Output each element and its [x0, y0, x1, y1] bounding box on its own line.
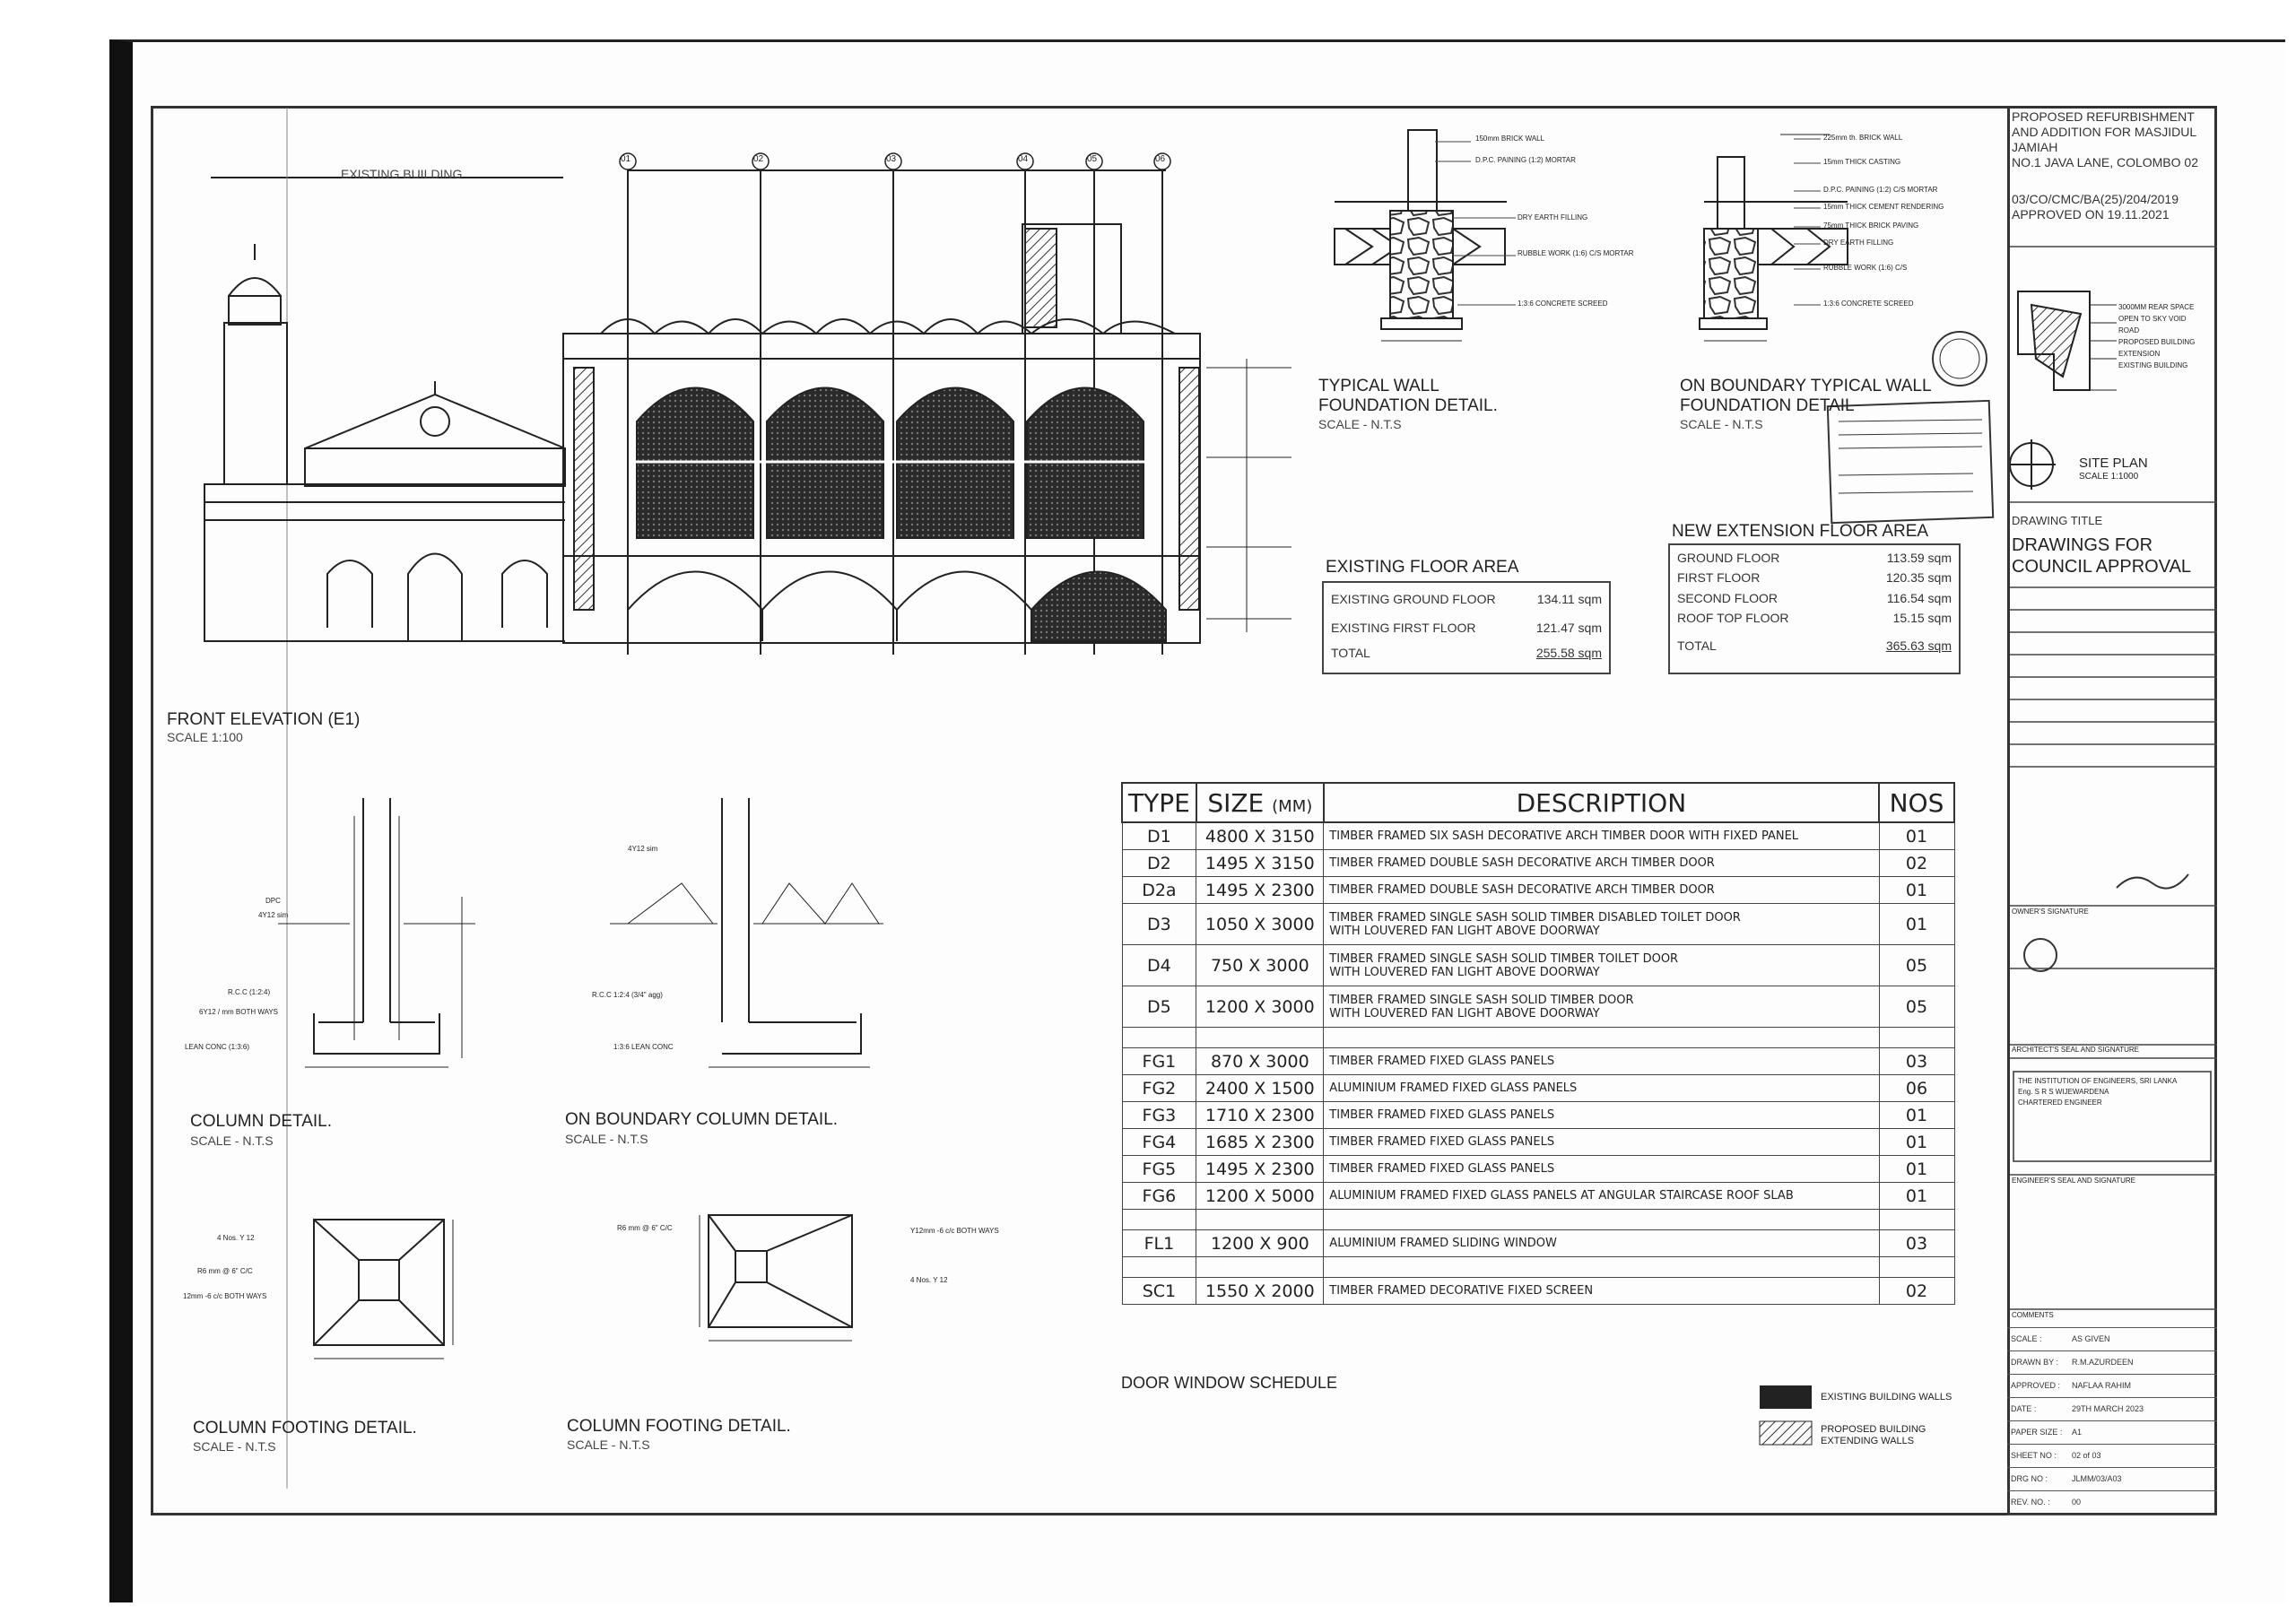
boundary-note: 225mm th. BRICK WALL	[1823, 134, 1903, 142]
area-row: ROOF TOP FLOOR 15.15 sqm	[1677, 611, 1952, 625]
front-elevation-scale: SCALE 1:100	[167, 730, 243, 744]
footing-note: 12mm -6 c/c BOTH WAYS	[183, 1292, 267, 1300]
title-row-sheet-no: SHEET NO : 02 of 03	[2007, 1444, 2217, 1468]
schedule-row: D4 750 X 3000 TIMBER FRAMED SINGLE SASH SOLID TIMBER TOILET DOOR WITH LOUVERED FAN LIGHT ABOVE DOORWAY 05	[1122, 945, 1954, 986]
site-plan-title: SITE PLAN	[2079, 456, 2148, 471]
schedule-header-nos: NOS	[1879, 783, 1954, 822]
wall-foundation-scale: SCALE - N.T.S	[1318, 417, 1402, 431]
title-row-rev-no: REV. NO. : 00	[2007, 1490, 2217, 1515]
footing-detail-2-scale: SCALE - N.T.S	[567, 1437, 650, 1452]
schedule-caption: DOOR WINDOW SCHEDULE	[1121, 1374, 1338, 1392]
footing-note: Y12mm -6 c/c BOTH WAYS	[910, 1227, 999, 1235]
schedule-row: FG2 2400 X 1500 ALUMINIUM FRAMED FIXED GLASS PANELS 06	[1122, 1075, 1954, 1102]
schedule-spacer-row	[1122, 1257, 1954, 1278]
grid-label: 04	[1018, 154, 1029, 164]
drawing-title-label: DRAWING TITLE	[2012, 514, 2103, 527]
boundary-column-scale: SCALE - N.T.S	[565, 1132, 648, 1146]
schedule-row: D2a 1495 X 2300 TIMBER FRAMED DOUBLE SASH DECORATIVE ARCH TIMBER DOOR 01	[1122, 877, 1954, 904]
proposed-walls-swatch	[1760, 1421, 1812, 1445]
schedule-row: D1 4800 X 3150 TIMBER FRAMED SIX SASH DECORATIVE ARCH TIMBER DOOR WITH FIXED PANEL 01	[1122, 822, 1954, 850]
area-row: EXISTING FIRST FLOOR 121.47 sqm	[1331, 621, 1602, 635]
new-extension-title: NEW EXTENSION FLOOR AREA	[1672, 522, 1929, 541]
schedule-row: FG1 870 X 3000 TIMBER FRAMED FIXED GLASS PANELS 03	[1122, 1048, 1954, 1075]
schedule-header-type: TYPE	[1122, 783, 1196, 822]
title-row-approved: APPROVED : NAFLAA RAHIM	[2007, 1374, 2217, 1398]
title-row-drg-no: DRG NO : JLMM/03/A03	[2007, 1467, 2217, 1491]
grid-label: 05	[1087, 154, 1098, 164]
column-note: R.C.C (1:2:4)	[228, 988, 271, 996]
boundary-column-note: 1:3:6 LEAN CONC	[613, 1043, 674, 1051]
schedule-row: FG6 1200 X 5000 ALUMINIUM FRAMED FIXED GLASS PANELS AT ANGULAR STAIRCASE ROOF SLAB 01	[1122, 1183, 1954, 1210]
boundary-note: D.P.C. PAINING (1:2) C/S MORTAR	[1823, 186, 1938, 194]
engineer-stamp-text: THE INSTITUTION OF ENGINEERS, SRI LANKA Eng. S R S WIJEWARDENA CHARTERED ENGINEER	[2018, 1077, 2178, 1107]
area-row: TOTAL 365.63 sqm	[1677, 638, 1952, 653]
boundary-note: RUBBLE WORK (1:6) C/S	[1823, 264, 1908, 272]
wall-note: DRY EARTH FILLING	[1518, 213, 1588, 221]
column-detail-drawing	[278, 798, 475, 1067]
schedule-row: D3 1050 X 3000 TIMBER FRAMED SINGLE SASH SOLID TIMBER DISABLED TOILET DOOR WITH LOUVERED FAN LIGHT ABOVE DOORWAY 01	[1122, 904, 1954, 945]
schedule-header-description: DESCRIPTION	[1324, 783, 1879, 822]
boundary-note: 15mm THICK CASTING	[1823, 158, 1901, 166]
project-title: PROPOSED REFURBISHMENT AND ADDITION FOR MASJIDUL JAMIAH NO.1 JAVA LANE, COLOMBO 02	[2012, 109, 2198, 169]
site-plan-scale: SCALE 1:1000	[2079, 472, 2139, 482]
schedule-row: D2 1495 X 3150 TIMBER FRAMED DOUBLE SASH DECORATIVE ARCH TIMBER DOOR 02	[1122, 850, 1954, 877]
boundary-note: 15mm THICK CEMENT RENDERING	[1823, 203, 1944, 211]
boundary-column-note: 4Y12 sim	[628, 845, 658, 853]
boundary-column-title: ON BOUNDARY COLUMN DETAIL.	[565, 1110, 839, 1129]
area-row: GROUND FLOOR 113.59 sqm	[1677, 551, 1952, 565]
existing-building-label: EXISTING BUILDING	[341, 167, 463, 181]
wall-note: 150mm BRICK WALL	[1475, 135, 1545, 143]
boundary-note: DRY EARTH FILLING	[1823, 239, 1894, 247]
schedule-header-row	[1122, 783, 1954, 822]
title-row-paper-size: PAPER SIZE : A1	[2007, 1420, 2217, 1445]
wall-note: RUBBLE WORK (1:6) C/S MORTAR	[1518, 249, 1634, 257]
schedule-row: FG5 1495 X 2300 TIMBER FRAMED FIXED GLASS PANELS 01	[1122, 1156, 1954, 1183]
footing-note: 4 Nos. Y 12	[217, 1234, 255, 1242]
column-note: 6Y12 / mm BOTH WAYS	[199, 1008, 279, 1016]
boundary-note: 75mm THICK BRICK PAVING	[1823, 221, 1919, 230]
schedule-row: FL1 1200 X 900 ALUMINIUM FRAMED SLIDING WINDOW 03	[1122, 1230, 1954, 1257]
boundary-foundation-scale: SCALE - N.T.S	[1680, 417, 1763, 431]
schedule-row: SC1 1550 X 2000 TIMBER FRAMED DECORATIVE FIXED SCREEN 02	[1122, 1278, 1954, 1305]
boundary-column-note: R.C.C 1:2:4 (3/4" agg)	[592, 991, 663, 999]
schedule-row: FG4 1685 X 2300 TIMBER FRAMED FIXED GLASS PANELS 01	[1122, 1129, 1954, 1156]
footing-detail-1-title: COLUMN FOOTING DETAIL.	[193, 1419, 417, 1437]
existing-walls-swatch	[1760, 1385, 1812, 1409]
column-note: DPC	[265, 897, 281, 905]
title-row-scale: SCALE : AS GIVEN	[2007, 1327, 2217, 1351]
wall-note: D.P.C. PAINING (1:2) MORTAR	[1475, 156, 1576, 164]
engineer-seal-label: ENGINEER'S SEAL AND SIGNATURE	[2012, 1177, 2136, 1185]
comments-label: COMMENTS	[2012, 1311, 2054, 1319]
area-row: FIRST FLOOR 120.35 sqm	[1677, 570, 1952, 585]
door-window-schedule	[1121, 782, 1955, 1305]
footing-detail-2-title: COLUMN FOOTING DETAIL.	[567, 1417, 791, 1436]
title-row-date: DATE : 29TH MARCH 2023	[2007, 1397, 2217, 1421]
wall-note: 1:3:6 CONCRETE SCREED	[1518, 300, 1608, 308]
column-detail-scale: SCALE - N.T.S	[190, 1133, 274, 1148]
footing-detail-drawings	[314, 1215, 852, 1359]
footing-detail-1-scale: SCALE - N.T.S	[193, 1439, 276, 1454]
legend-existing-walls: EXISTING BUILDING WALLS	[1821, 1392, 1952, 1403]
schedule-row: D5 1200 X 3000 TIMBER FRAMED SINGLE SASH SOLID TIMBER DOOR WITH LOUVERED FAN LIGHT ABOVE DOORWAY 05	[1122, 986, 1954, 1028]
drawing-title: DRAWINGS FOR COUNCIL APPROVAL	[2012, 535, 2192, 577]
title-row-drawn-by: DRAWN BY : R.M.AZURDEEN	[2007, 1350, 2217, 1375]
column-note: 4Y12 sim	[258, 911, 289, 919]
new-extension-table	[1668, 543, 1961, 674]
grid-label: 03	[886, 154, 897, 164]
grid-label: 01	[621, 154, 631, 164]
footing-note: R6 mm @ 6" C/C	[617, 1224, 673, 1232]
boundary-note: 1:3:6 CONCRETE SCREED	[1823, 300, 1914, 308]
column-detail-title: COLUMN DETAIL.	[190, 1112, 333, 1131]
boundary-foundation-title: ON BOUNDARY TYPICAL WALL FOUNDATION DETAIL	[1680, 377, 1932, 415]
footing-note: 4 Nos. Y 12	[910, 1276, 948, 1284]
approval-reference: 03/CO/CMC/BA(25)/204/2019 APPROVED ON 19.11.2021	[2012, 192, 2179, 221]
schedule-header-size: SIZE (MM)	[1196, 783, 1324, 822]
existing-floor-area-title: EXISTING FLOOR AREA	[1326, 558, 1519, 577]
legend-proposed-walls: PROPOSED BUILDING EXTENDING WALLS	[1821, 1424, 1926, 1446]
grid-label: 02	[753, 154, 764, 164]
front-elevation-title: FRONT ELEVATION (E1)	[167, 710, 361, 729]
area-row: SECOND FLOOR 116.54 sqm	[1677, 591, 1952, 605]
footing-note: R6 mm @ 6" C/C	[197, 1267, 253, 1275]
architect-seal-label: ARCHITECT'S SEAL AND SIGNATURE	[2012, 1046, 2139, 1054]
area-row: TOTAL 255.58 sqm	[1331, 646, 1602, 660]
boundary-column-drawing	[610, 798, 883, 1067]
site-plan-notes: 3000MM REAR SPACE OPEN TO SKY VOID ROAD PROPOSED BUILDING EXTENSION EXISTING BUILDING	[2118, 303, 2196, 369]
grid-label: 06	[1155, 154, 1166, 164]
schedule-row: FG3 1710 X 2300 TIMBER FRAMED FIXED GLASS PANELS 01	[1122, 1102, 1954, 1129]
area-row: EXISTING GROUND FLOOR 134.11 sqm	[1331, 592, 1602, 606]
owner-signature-label: OWNER'S SIGNATURE	[2012, 908, 2089, 916]
schedule-spacer-row	[1122, 1210, 1954, 1230]
existing-floor-area-table	[1322, 581, 1611, 674]
wall-foundation-title: TYPICAL WALL FOUNDATION DETAIL.	[1318, 377, 1498, 415]
schedule-spacer-row	[1122, 1028, 1954, 1048]
approval-stamp	[1828, 332, 1993, 523]
column-note: LEAN CONC (1:3:6)	[185, 1043, 250, 1051]
